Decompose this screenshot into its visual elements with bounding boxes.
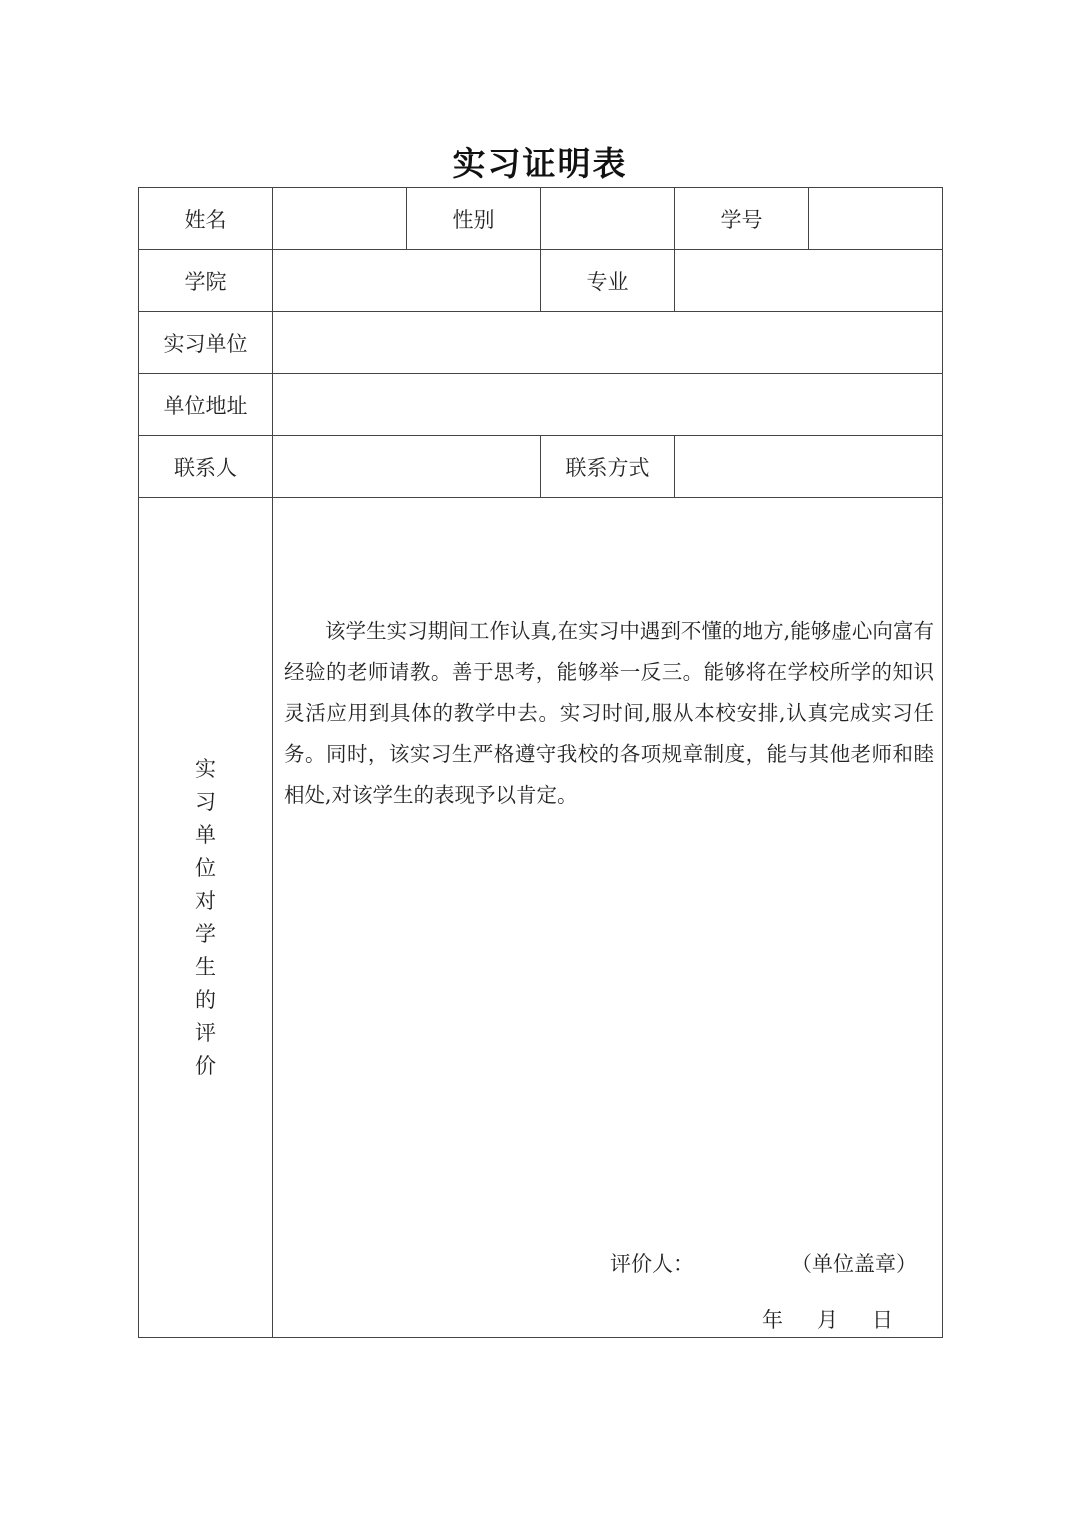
address-field[interactable] — [273, 374, 943, 436]
address-label: 单位地址 — [139, 374, 273, 436]
evaluation-label: 实习单位对学生的评价 — [195, 756, 216, 1078]
major-field[interactable] — [675, 250, 943, 312]
gender-label: 性别 — [407, 188, 541, 250]
college-label: 学院 — [139, 250, 273, 312]
seal-label: （单位盖章） — [791, 1252, 917, 1276]
unit-label: 实习单位 — [139, 312, 273, 374]
student-id-field[interactable] — [809, 188, 943, 250]
contact-method-label: 联系方式 — [541, 436, 675, 498]
form-row-college — [139, 250, 943, 312]
name-label: 姓名 — [139, 188, 273, 250]
evaluator-label: 评价人： — [610, 1252, 694, 1276]
form-row-address — [139, 374, 943, 436]
unit-field[interactable] — [273, 312, 943, 374]
college-field[interactable] — [273, 250, 541, 312]
date-month-label: 月 — [817, 1308, 838, 1332]
date-line — [273, 1304, 942, 1334]
date-year-label: 年 — [762, 1308, 783, 1332]
form-row-evaluation — [139, 498, 943, 1338]
form-row-basic-info — [139, 188, 943, 250]
evaluator-signature-line — [273, 1248, 942, 1278]
internship-form-table — [138, 187, 943, 1338]
contact-method-field[interactable] — [675, 436, 943, 498]
evaluation-content-cell[interactable] — [273, 498, 943, 1338]
student-id-label: 学号 — [675, 188, 809, 250]
name-field[interactable] — [273, 188, 407, 250]
page-title: 实习证明表 — [452, 144, 628, 183]
evaluation-label-cell — [139, 498, 273, 1338]
gender-field[interactable] — [541, 188, 675, 250]
evaluation-text: 该学生实习期间工作认真,在实习中遇到不懂的地方,能够虚心向富有经验的老师请教。善于思考，能够举一反三。能够将在学校所学的知识灵活应用到具体的教学中去。实习时间,服从本校安排,认真完成实习任务。同时，该实习生严格遵守我校的各项规章制度，能与其他老师和睦相处,对该学生的表现予以肯定。 — [284, 619, 934, 807]
major-label: 专业 — [541, 250, 675, 312]
form-row-unit — [139, 312, 943, 374]
contact-field[interactable] — [273, 436, 541, 498]
contact-label: 联系人 — [139, 436, 273, 498]
date-day-label: 日 — [872, 1308, 893, 1332]
form-row-contact — [139, 436, 943, 498]
